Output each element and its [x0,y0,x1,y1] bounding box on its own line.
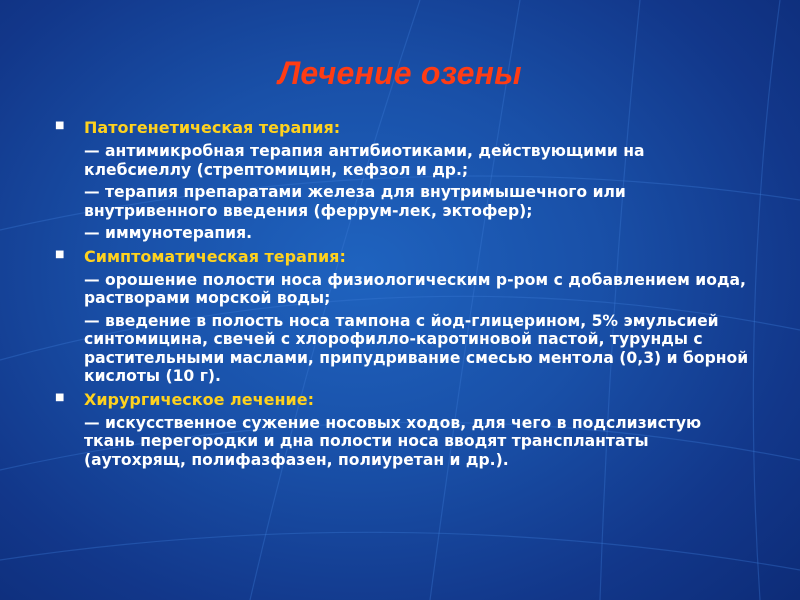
list-item: — антимикробная терапия антибиотиками, действующими на клебсиеллу (стрептомицин, кефзол и др.; [84,142,645,179]
section-heading: Хирургическое лечение: [84,389,314,409]
list-item: — искусственное сужение носовых ходов, для чего в подслизистую ткань перегородки и дна полости носа вводят трансплантаты (аутохрящ, полифазфазен, полиуретан и др.). [84,413,702,469]
list-item: — введение в полость носа тампона с йод-глицерином, 5% эмульсией синтомицина, свечей с хлорофилло-каротиновой пастой, турунды с растительными маслами, припудривание смесью ментола (0,3) и борной кислоты (10 г). [84,311,749,385]
slide-content [55,118,755,473]
list-item: — терапия препаратами железа для внутримышечного или внутривенного введения (феррум-лек, эктофер); [84,183,626,220]
section-symptomatic [55,247,755,386]
section-heading: Симптоматическая терапия: [84,246,346,266]
square-bullet-icon: ■ [55,248,65,260]
slide-title: Лечение озены [278,55,522,91]
list-item: — иммунотерапия. [84,224,253,242]
section-surgical [55,390,755,470]
section-heading: Патогенетическая терапия: [84,118,341,137]
square-bullet-icon: ■ [55,391,65,403]
list-item: — орошение полости носа физиологическим р-ром с добавлением иода, растворами морской воды; [84,270,746,307]
section-pathogenetic [55,118,755,243]
square-bullet-icon: ■ [55,120,65,131]
